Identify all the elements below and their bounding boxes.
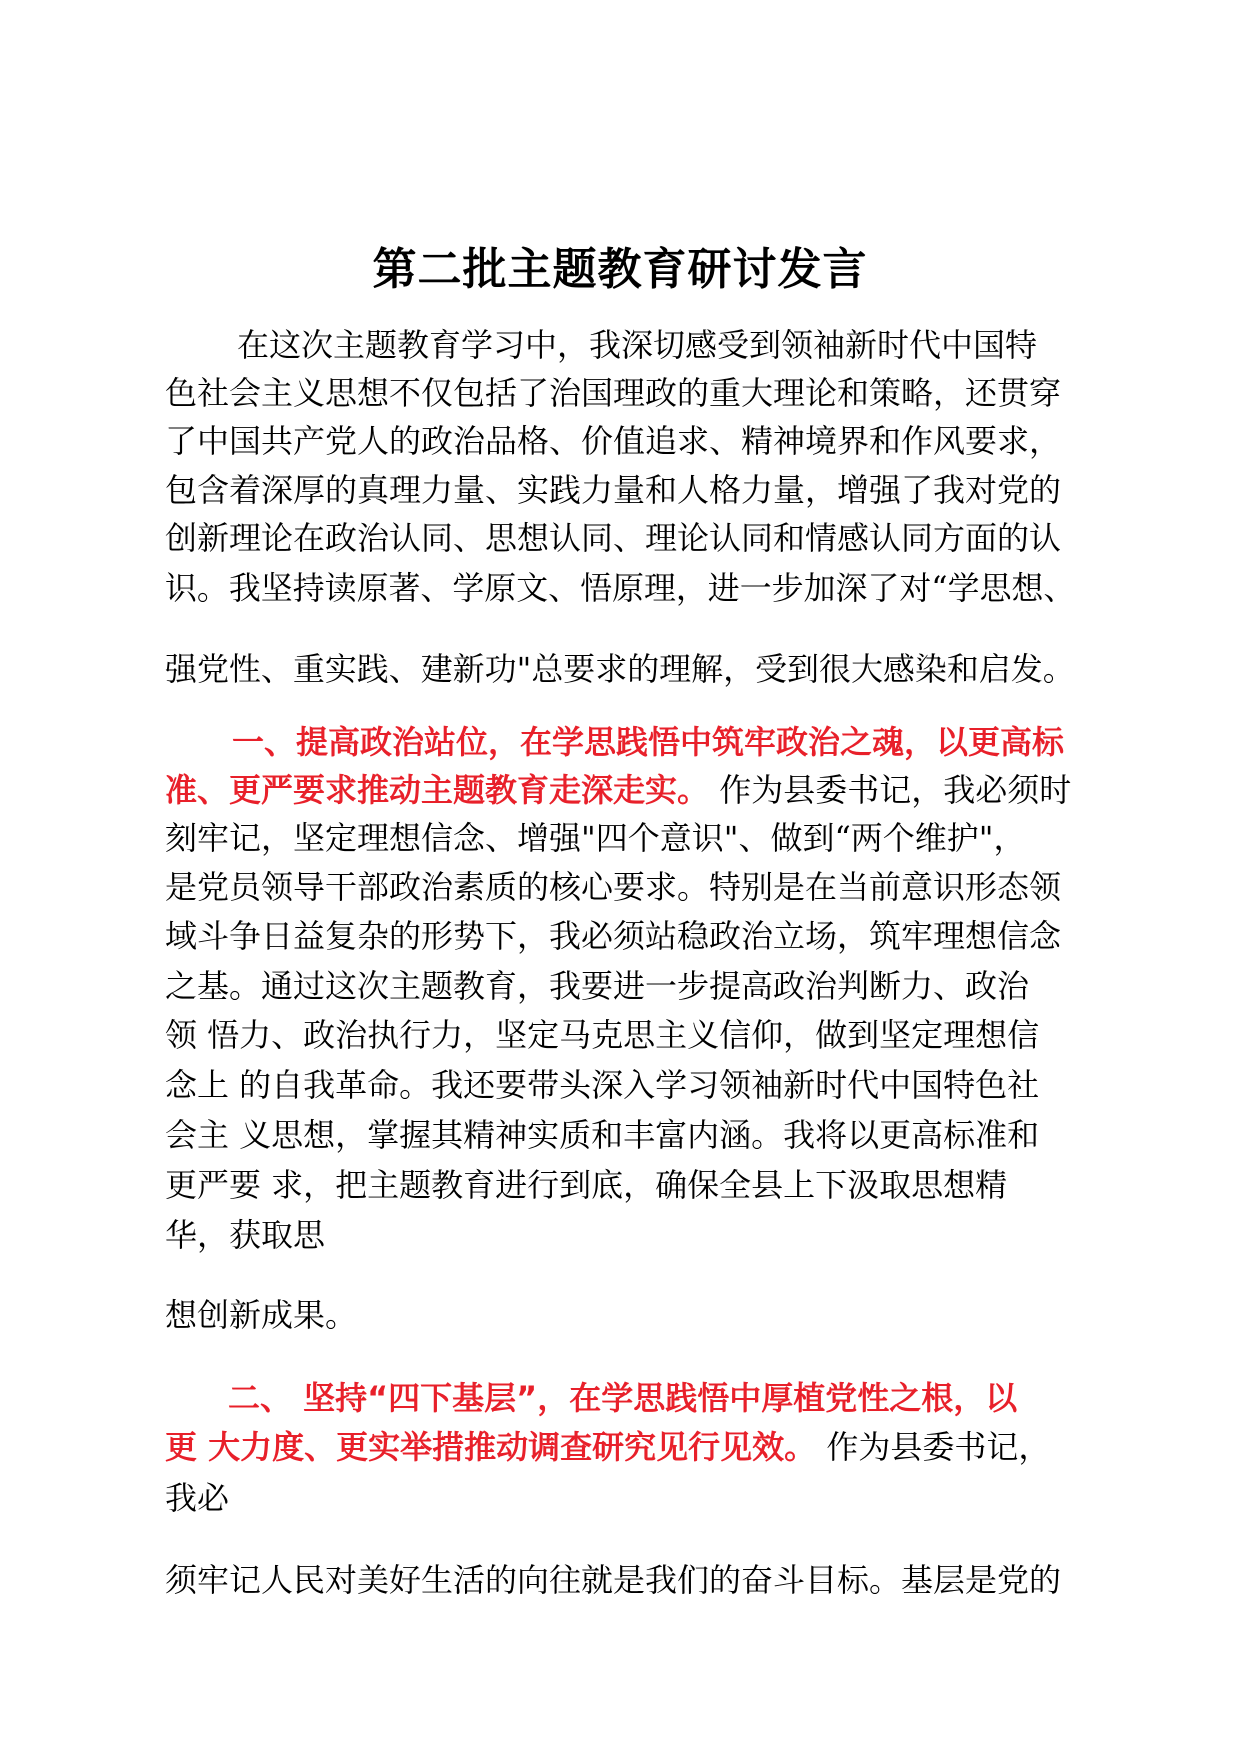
body-text: 是党员领导干部政治素质的核心要求。特别是在当前意识形态领 <box>165 868 1062 906</box>
body-text: 识。我坚持读原著、学原文、悟原理，进一步加深了对“学思想、 <box>165 569 1076 607</box>
text-line <box>165 1160 1007 1210</box>
text-line <box>165 563 1075 613</box>
text-line <box>165 1010 1039 1060</box>
text-line <box>165 1473 229 1523</box>
body-text: 色社会主义思想不仅包括了治国理政的重大理论和策略，还贯穿 <box>165 374 1062 412</box>
text-line <box>165 1422 1050 1472</box>
section-heading-text: 更 大力度、更实举措推动调查研究见行见效。 <box>165 1428 817 1466</box>
body-text: 作为县委书记，我必须时 <box>709 771 1072 809</box>
body-text: 包含着深厚的真理力量、实践力量和人格力量，增强了我对党的 <box>165 471 1062 509</box>
section-heading-text: 准、更严要求推动主题教育走深走实。 <box>165 771 710 809</box>
text-line <box>165 1060 1039 1110</box>
text-line <box>165 961 1029 1011</box>
body-text: 会主 义思想，掌握其精神实质和丰富内涵。我将以更高标准和 <box>165 1116 1040 1154</box>
body-text: 刻牢记，坚定理想信念、增强"四个意识"、做到“两个维护"， <box>165 819 1026 857</box>
body-text: 更严要 求，把主题教育进行到底，确保全县上下汲取思想精 <box>165 1166 1008 1204</box>
text-line <box>165 862 1061 912</box>
text-line <box>165 911 1061 961</box>
text-line <box>237 320 1037 370</box>
body-text: 在这次主题教育学习中，我深切感受到领袖新时代中国特 <box>237 326 1038 364</box>
section-heading-text: 二、 坚持“四下基层”，在学思践悟中厚植党性之根，以 <box>228 1379 1018 1417</box>
text-line <box>165 465 1061 515</box>
text-line <box>165 1110 1039 1160</box>
body-text: 念上 的自我革命。我还要带头深入学习领袖新时代中国特色社 <box>165 1066 1040 1104</box>
body-text: 华，获取思 <box>165 1216 326 1254</box>
body-text: 创新理论在政治认同、思想认同、理论认同和情感认同方面的认 <box>165 519 1062 557</box>
text-line <box>165 813 1026 863</box>
text-line <box>232 717 1064 767</box>
text-line <box>228 1373 1017 1423</box>
text-line <box>165 765 1071 815</box>
body-text: 域斗争日益复杂的形势下，我必须站稳政治立场，筑牢理想信念 <box>165 917 1062 955</box>
text-line <box>165 1210 325 1260</box>
body-text: 之基。通过这次主题教育，我要进一步提高政治判断力、政治 <box>165 967 1030 1005</box>
text-line <box>165 513 1061 563</box>
body-text: 领 悟力、政治执行力，坚定马克思主义信仰，做到坚定理想信 <box>165 1016 1040 1054</box>
body-text: 想创新成果。 <box>165 1296 358 1334</box>
text-line <box>165 644 1075 694</box>
body-text: 作为县委书记， <box>816 1428 1051 1466</box>
text-line <box>165 1290 357 1340</box>
document-title: 第二批主题教育研讨发言 <box>372 244 868 295</box>
section-heading-text: 一、提高政治站位，在学思践悟中筑牢政治之魂，以更高标 <box>232 723 1065 761</box>
body-text: 我必 <box>165 1479 230 1517</box>
text-line <box>165 416 1061 466</box>
text-line <box>165 1555 1061 1605</box>
body-text: 了中国共产党人的政治品格、价值追求、精神境界和作风要求， <box>165 422 1062 460</box>
body-text: 须牢记人民对美好生活的向往就是我们的奋斗目标。基层是党的 <box>165 1561 1062 1599</box>
body-text: 强党性、重实践、建新功"总要求的理解，受到很大感染和启发。 <box>165 650 1075 688</box>
text-line <box>165 368 1061 418</box>
